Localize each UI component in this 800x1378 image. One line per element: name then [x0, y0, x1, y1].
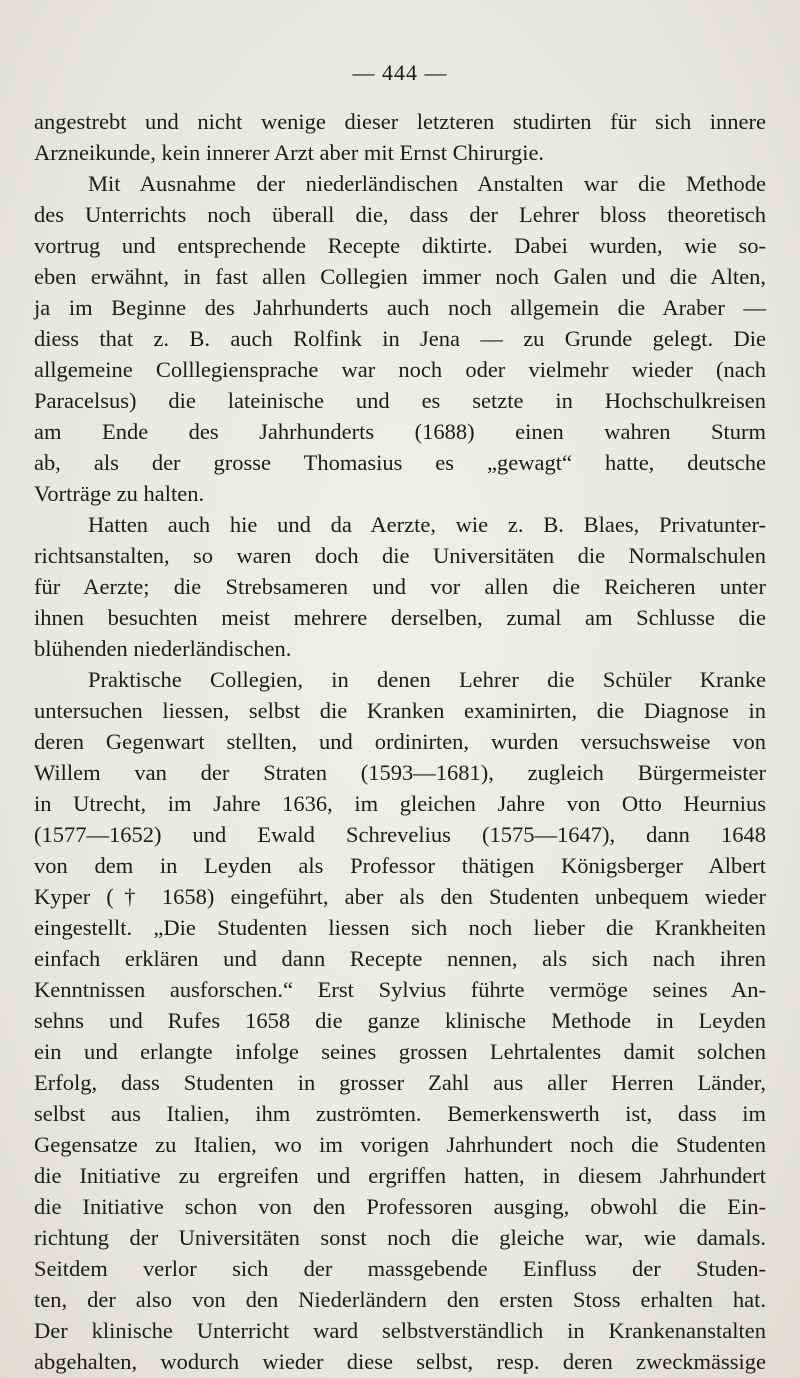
text-line: abgehalten, wodurch wieder diese selbst, resp. deren zweckmässige: [34, 1349, 766, 1374]
text-line: Kenntnissen ausforschen.“ Erst Sylvius führte vermöge seines An-: [34, 977, 766, 1002]
text-line: von dem in Leyden als Professor thätigen Königsberger Albert: [34, 853, 766, 878]
text-line: Praktische Collegien, in denen Lehrer die Schüler Kranke: [88, 667, 766, 692]
text-line: Gegensatze zu Italien, wo im vorigen Jahrhundert noch die Studenten: [34, 1132, 766, 1157]
text-line: sehns und Rufes 1658 die ganze klinische Methode in Leyden: [34, 1008, 766, 1033]
text-line: Vorträge zu halten.: [34, 481, 205, 506]
text-line: Willem van der Straten (1593—1681), zugleich Bürgermeister: [34, 760, 766, 785]
text-line: Mit Ausnahme der niederländischen Anstalten war die Methode: [88, 171, 766, 196]
text-line: blühenden niederländischen.: [34, 636, 292, 661]
text-line: richtsanstalten, so waren doch die Universitäten die Normalschulen: [34, 543, 766, 568]
text-line: am Ende des Jahrhunderts (1688) einen wahren Sturm: [34, 419, 766, 444]
text-line: eben erwähnt, in fast allen Collegien immer noch Galen und die Alten,: [34, 264, 766, 289]
text-line: Hatten auch hie und da Aerzte, wie z. B. Blaes, Privatunter-: [88, 512, 766, 537]
text-line: ihnen besuchten meist mehrere derselben, zumal am Schlusse die: [34, 605, 766, 630]
text-line: die Initiative schon von den Professoren ausging, obwohl die Ein-: [34, 1194, 766, 1219]
text-line: eingestellt. „Die Studenten liessen sich noch lieber die Krankheiten: [34, 915, 766, 940]
text-line: Paracelsus) die lateinische und es setzte in Hochschulkreisen: [34, 388, 766, 413]
text-line: ten, der also von den Niederländern den ersten Stoss erhalten hat.: [34, 1287, 766, 1312]
text-line: (1577—1652) und Ewald Schrevelius (1575—1647), dann 1648: [34, 822, 766, 847]
text-line: ab, als der grosse Thomasius es „gewagt“ hatte, deutsche: [34, 450, 766, 475]
text-line: ein und erlangte infolge seines grossen Lehrtalentes damit solchen: [34, 1039, 766, 1064]
text-line: ja im Beginne des Jahrhunderts auch noch allgemein die Araber —: [34, 295, 766, 320]
text-line: Seitdem verlor sich der massgebende Einfluss der Studen-: [34, 1256, 766, 1281]
text-line: Erfolg, dass Studenten in grosser Zahl aus aller Herren Länder,: [34, 1070, 766, 1095]
text-line: allgemeine Colllegiensprache war noch oder vielmehr wieder (nach: [34, 357, 766, 382]
text-line: diess that z. B. auch Rolfink in Jena — zu Grunde gelegt. Die: [34, 326, 766, 351]
text-line: angestrebt und nicht wenige dieser letzteren studirten für sich innere: [34, 109, 766, 134]
text-line: Kyper († 1658) eingeführt, aber als den Studenten unbequem wieder: [34, 884, 766, 909]
text-line: des Unterrichts noch überall die, dass der Lehrer bloss theoretisch: [34, 202, 766, 227]
text-line: deren Gegenwart stellten, und ordinirten, wurden versuchsweise von: [34, 729, 766, 754]
page-number: — 444 —: [352, 60, 448, 85]
text-line: selbst aus Italien, ihm zuströmten. Bemerkenswerth ist, dass im: [34, 1101, 766, 1126]
text-line: die Initiative zu ergreifen und ergriffen hatten, in diesem Jahrhundert: [34, 1163, 766, 1188]
text-line: für Aerzte; die Strebsameren und vor allen die Reicheren unter: [34, 574, 766, 599]
text-line: vortrug und entsprechende Recepte diktirte. Dabei wurden, wie so-: [34, 233, 766, 258]
text-line: richtung der Universitäten sonst noch die gleiche war, wie damals.: [34, 1225, 766, 1250]
text-line: einfach erklären und dann Recepte nennen, als sich nach ihren: [34, 946, 766, 971]
body-text: [34, 106, 766, 1377]
text-line: Der klinische Unterricht ward selbstverständlich in Krankenanstalten: [34, 1318, 766, 1343]
text-line: in Utrecht, im Jahre 1636, im gleichen Jahre von Otto Heurnius: [34, 791, 766, 816]
text-line: untersuchen liessen, selbst die Kranken examinirten, die Diagnose in: [34, 698, 766, 723]
text-line: Arzneikunde, kein innerer Arzt aber mit Ernst Chirurgie.: [34, 140, 545, 165]
